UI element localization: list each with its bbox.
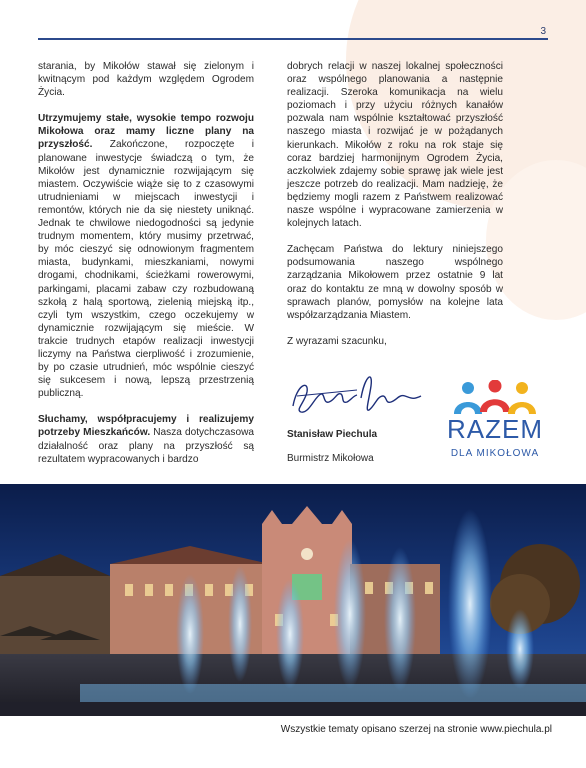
right-column-paragraph <box>287 60 503 230</box>
signer-role: Burmistrz Mikołowa <box>287 453 374 464</box>
emphasis-text: Słuchamy, współpracujemy i realizujemy potrzeby Mieszkańców. <box>38 414 254 439</box>
letter-closing: Z wyrazami szacunku, <box>287 335 387 347</box>
letter-column-right-paragraphs <box>287 60 503 322</box>
emphasis-text: Utrzymujemy stałe, wysokie tempo rozwoju Mikołowa oraz mamy liczne plany na przyszłość. <box>38 113 254 151</box>
body-text: starania, by Mikołów stawał się zielonym i kwitnącym pod każdym względem Ogrodem Życia. <box>38 61 254 99</box>
body-text: Zachęcam Państwa do lektury niniejszego podsumowania naszego wspólnego zarządzania Mikołowem przez ostatnie 9 lat oraz do kontaktu ze mną w dowolny sposób w sprawach planów, pomysłów na kolejne lata współzarządzania Miastem. <box>287 244 503 321</box>
signer-name: Stanisław Piechula <box>287 429 378 440</box>
razem-dla-mikolowa-logo <box>440 380 550 476</box>
footer-note: Wszystkie tematy opisano szerzej na stronie www.piechula.pl <box>280 724 552 735</box>
logo-wordmark: RAZEM <box>447 414 543 444</box>
left-column-paragraph <box>38 60 254 99</box>
left-column-paragraph <box>38 413 254 465</box>
letter-column-left <box>38 60 254 479</box>
handwritten-signature <box>287 366 427 426</box>
logo-subtitle: DLA MIKOŁOWA <box>450 448 540 459</box>
fountain-town-square-photo <box>0 484 586 716</box>
body-text: dobrych relacji w naszej lokalnej społeczności oraz wspólnego planowania a następnie realizacji. Szeroka komunikacja na wielu poziomach i przy użyciu różnych kanałów pozwala nam wspólnie kształtować przyszłość naszego miasta i rozwijać je w pożądanych kierunkach. Mikołów z roku na rok staje się coraz bardziej harmonijnym Ogrodem Życia, aczkolwiek zdajemy sobie sprawę jak wiele jest jeszcze potrzeb do realizacji. Mam nadzieję, że będziemy mogli razem z Państwem realizować nasze wspólne i wypracowane zamierzenia w kolejnych latach. <box>287 61 503 230</box>
body-text: Nasza dotychczasowa działalność oraz plany na przyszłość są rezultatem wypracowanych i bardzo <box>38 427 254 465</box>
right-column-paragraph <box>287 243 503 322</box>
letter-column-right <box>287 60 503 361</box>
left-column-paragraph <box>38 112 254 400</box>
body-text: Zakończone, rozpoczęte i planowane inwestycje świadczą o tym, że Mikołów jest dynamicznie rozwijającym się miastem. Oczywiście wiąże się to z czasowymi utrudnieniami w miejscach inwestycji i remontów, których nie da się niestety uniknąć. Jednak te chwilowe niedogodności są jedynie trudnym momentem, który musimy przetrwać, by móc cieszyć się odnowionym fragmentem miasta, budynkami, mieszkaniami, nowymi drogami, chodnikami, ścieżkami rowerowymi, parkingami, placami zabaw czy rozbudowaną szkołą z halą sportową, zielenią miejską itp., czyli tym wszystkim, czego oczekujemy w dynamicznie rozwijającym się mieście. W trakcie trudnych etapów realizacji inwestycji liczymy na Państwa cierpliwość i zrozumienie, by po czasie utrudnień, móc wspólnie cieszyć się sukcesem i nową, lepszą przestrzenią publiczną. <box>38 139 254 400</box>
page-number: 3 <box>540 26 546 37</box>
header-rule <box>38 38 548 40</box>
